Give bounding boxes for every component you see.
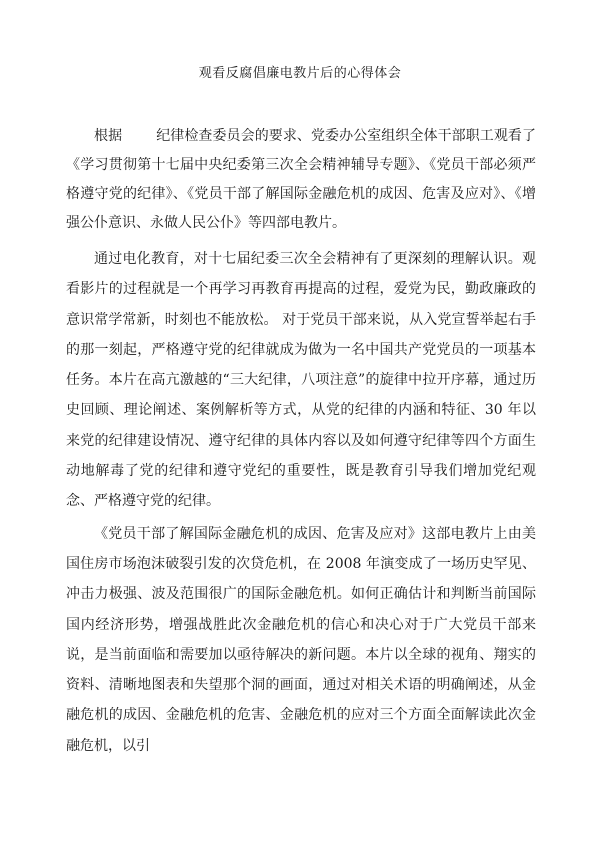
paragraph-1-text: 纪律检查委员会的要求、党委办公室组织全体干部职工观看了《学习贯彻第十七届中央纪委第三次全会精神辅导专题》、《党员干部必须严格遵守党的纪律》、《党员干部了解国际金融危机的成因、危害及应对》、《增强公仆意识、永做人民公仆》等四部电教片。 [66,128,537,231]
paragraph-2: 通过电化教育，对十七届纪委三次全会精神有了更深刻的理解认识。观看影片的过程就是一个再学习再教育再提高的过程，爱党为民，勤政廉政的意识常学常新，时刻也不能放松。 对于党员干部来说，从入党宣誓举起右手的那一刻起，严格遵守党的纪律就成为做为一名中国共产党党员的一项基本任务。本片在高亢激越的“三大纪律，八项注意”的旋律中拉开序幕，通过历史回顾、理论阐述、案例解析等方式，从党的纪律的内涵和特征、30 年以来党的纪律建设情况、遵守纪律的具体内容以及如何遵守纪律等四个方面生动地解毒了党的纪律和遵守党纪的重要性，既是教育引导我们增加党纪观念、严格遵守党的纪律。 [66,251,536,510]
document-body [66,122,536,763]
paragraph-1-lead: 根据 [94,128,123,144]
paragraph-3: 《党员干部了解国际金融危机的成因、危害及应对》这部电教片上由美国住房市场泡沫破裂引发的次贷危机，在 2008 年演变成了一场历史罕见、冲击力极强、波及范围很广的国际金融危机。如何正确估计和判断当前国际国内经济形势，增强战胜此次金融危机的信心和决心对于广大党员干部来说，是当前面临和需要加以亟待解决的新问题。本片以全球的视角、翔实的资料、清晰地图表和失望那个洞的画面，通过对相关术语的明确阐述，从金融危机的成因、金融危机的危害、金融危机的应对三个方面全面解读此次金融危机，以引 [66,525,536,754]
paragraph-1 [66,122,536,238]
document-title: 观看反腐倡廉电教片后的心得体会 [198,66,402,81]
